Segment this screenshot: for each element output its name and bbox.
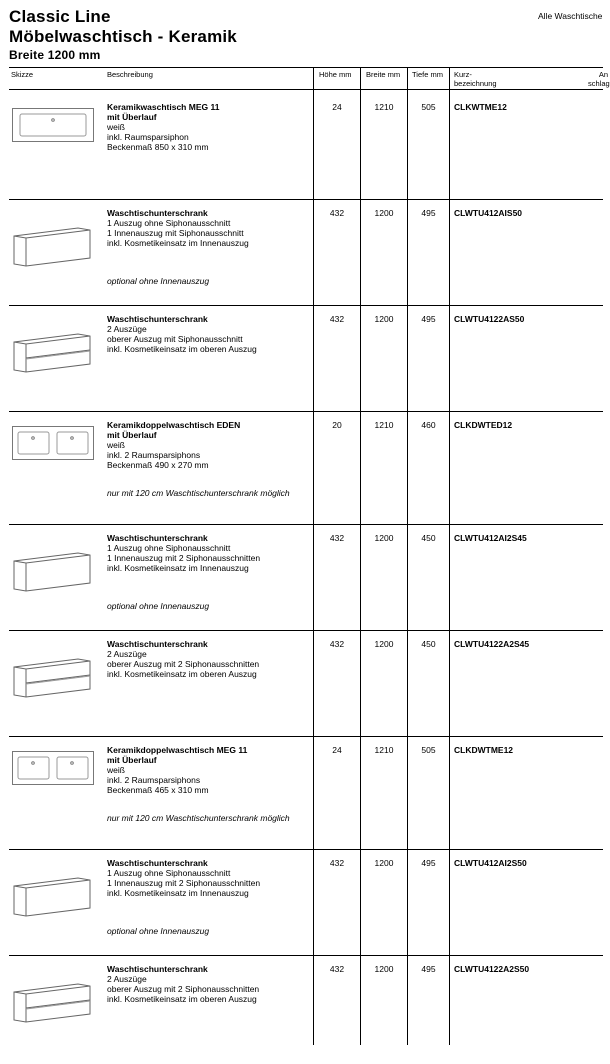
basin-sketch-icon	[12, 426, 94, 465]
cabinet-sketch-icon	[12, 874, 92, 923]
table-row	[0, 96, 603, 202]
description-line: 2 Auszüge	[107, 974, 147, 984]
row-divider	[9, 955, 603, 956]
description	[107, 964, 259, 1004]
description-line: 1 Innenauszug mit 2 Siphonausschnitten	[107, 878, 261, 888]
description-title: Waschtischunterschrank	[107, 208, 208, 218]
cabinet-sketch-icon	[12, 330, 92, 379]
product-code: CLKDWTME12	[454, 745, 514, 755]
basin-sketch-icon	[12, 751, 94, 790]
depth-value: 450	[421, 533, 436, 543]
table-row	[0, 739, 603, 845]
description-title: Waschtischunterschrank	[107, 858, 208, 868]
col-header-anschlag	[588, 70, 608, 88]
description	[107, 639, 259, 679]
depth-value: 505	[421, 745, 436, 755]
product-code: CLKWTME12	[454, 102, 507, 112]
description	[107, 314, 257, 354]
col-header-kurz-line2: bezeichnung	[454, 79, 497, 88]
basin-sketch-icon	[12, 108, 94, 147]
header-bottom-rule	[9, 89, 603, 90]
height-value: 24	[332, 745, 342, 755]
width-value: 1200	[374, 314, 394, 324]
description-note: optional ohne Innenauszug	[107, 926, 210, 936]
width-value: 1200	[374, 964, 394, 974]
table-row	[0, 308, 603, 414]
depth-value: 505	[421, 102, 436, 112]
description-line: 2 Auszüge	[107, 324, 147, 334]
table-row	[0, 852, 603, 958]
col-header-breite: Breite mm	[366, 70, 401, 79]
product-code: CLWTU412AIS50	[454, 208, 523, 218]
description-note: nur mit 120 cm Waschtischunterschrank möglich	[107, 488, 290, 498]
description-title: Waschtischunterschrank	[107, 314, 208, 324]
height-value: 24	[332, 102, 342, 112]
description-line: inkl. Kosmetikeinsatz im Innenauszug	[107, 238, 249, 248]
table-row	[0, 202, 603, 308]
row-divider	[9, 305, 603, 306]
description	[107, 858, 260, 898]
description-title: Keramikdoppelwaschtisch MEG 11	[107, 745, 248, 755]
description	[107, 745, 247, 795]
description-title: Waschtischunterschrank	[107, 964, 208, 974]
description	[107, 102, 219, 152]
width-value: 1200	[374, 858, 394, 868]
description-line: 1 Innenauszug mit 2 Siphonausschnitten	[107, 553, 261, 563]
table-row	[0, 633, 603, 739]
description-line: Beckenmaß 490 x 270 mm	[107, 460, 209, 470]
height-value: 432	[329, 533, 345, 543]
description-title: mit Überlauf	[107, 430, 157, 440]
description-title: Keramikdoppelwaschtisch EDEN	[107, 420, 241, 430]
row-divider	[9, 736, 603, 737]
description-note: optional ohne Innenauszug	[107, 601, 210, 611]
col-header-kurz	[454, 70, 497, 88]
depth-value: 495	[421, 858, 436, 868]
depth-value: 495	[421, 208, 436, 218]
width-value: 1210	[374, 102, 394, 112]
description-line: inkl. 2 Raumsparsiphons	[107, 775, 201, 785]
description-line: 1 Innenauszug mit Siphonausschnitt	[107, 228, 244, 238]
height-value: 432	[329, 208, 345, 218]
page-subtitle: Möbelwaschtisch - Keramik	[9, 27, 237, 46]
description-note: optional ohne Innenauszug	[107, 276, 210, 286]
description-line: weiß	[107, 440, 125, 450]
col-header-hoehe: Höhe mm	[319, 70, 352, 79]
cabinet-sketch-icon	[12, 549, 92, 598]
description-title: Waschtischunterschrank	[107, 639, 208, 649]
row-divider	[9, 199, 603, 200]
table-row	[0, 414, 603, 520]
table-top-rule	[9, 67, 603, 68]
description-line: inkl. Kosmetikeinsatz im Innenauszug	[107, 563, 249, 573]
table-row	[0, 527, 603, 633]
width-heading: Breite 1200 mm	[9, 48, 101, 62]
product-code: CLWTU412AI2S45	[454, 533, 527, 543]
height-value: 432	[329, 964, 345, 974]
cabinet-sketch-icon	[12, 655, 92, 704]
height-value: 432	[329, 314, 345, 324]
height-value: 20	[332, 420, 342, 430]
height-value: 432	[329, 639, 345, 649]
row-divider	[9, 411, 603, 412]
description-line: inkl. Kosmetikeinsatz im oberen Auszug	[107, 994, 257, 1004]
description-line: Beckenmaß 465 x 310 mm	[107, 785, 209, 795]
cabinet-sketch-icon	[12, 224, 92, 273]
description-line: oberer Auszug mit 2 Siphonausschnitten	[107, 659, 260, 669]
width-value: 1200	[374, 639, 394, 649]
description-note: nur mit 120 cm Waschtischunterschrank möglich	[107, 813, 290, 823]
description-line: 2 Auszüge	[107, 649, 147, 659]
depth-value: 495	[421, 314, 436, 324]
description-line: Beckenmaß 850 x 310 mm	[107, 142, 209, 152]
description-title: Waschtischunterschrank	[107, 533, 208, 543]
row-divider	[9, 849, 603, 850]
col-header-tiefe: Tiefe mm	[412, 70, 443, 79]
top-right-note: Alle Waschtische	[538, 11, 603, 21]
width-value: 1200	[374, 208, 394, 218]
product-code: CLWTU4122A2S50	[454, 964, 530, 974]
col-header-beschreibung: Beschreibung	[107, 70, 153, 79]
product-code: CLWTU4122AS50	[454, 314, 525, 324]
width-value: 1210	[374, 745, 394, 755]
depth-value: 450	[421, 639, 436, 649]
description-line: inkl. 2 Raumsparsiphons	[107, 450, 201, 460]
description-line: oberer Auszug mit 2 Siphonausschnitten	[107, 984, 260, 994]
product-code: CLWTU4122A2S45	[454, 639, 530, 649]
row-divider	[9, 524, 603, 525]
description-line: 1 Auszug ohne Siphonausschnitt	[107, 218, 231, 228]
description-line: 1 Auszug ohne Siphonausschnitt	[107, 543, 231, 553]
description	[107, 420, 240, 470]
col-header-anschlag-line1: An	[598, 70, 608, 79]
description-line: oberer Auszug mit Siphonausschnitt	[107, 334, 243, 344]
description-line: inkl. Kosmetikeinsatz im Innenauszug	[107, 888, 249, 898]
col-header-kurz-line1: Kurz-	[454, 70, 472, 79]
page-title: Classic Line	[9, 7, 111, 26]
cabinet-sketch-icon	[12, 980, 92, 1029]
depth-value: 460	[421, 420, 436, 430]
description-line: inkl. Kosmetikeinsatz im oberen Auszug	[107, 669, 257, 679]
product-code: CLWTU412AI2S50	[454, 858, 527, 868]
description-line: weiß	[107, 765, 125, 775]
description-title: Keramikwaschtisch MEG 11	[107, 102, 220, 112]
col-header-skizze: Skizze	[11, 70, 34, 79]
description-title: mit Überlauf	[107, 755, 157, 765]
height-value: 432	[329, 858, 345, 868]
product-code: CLKDWTED12	[454, 420, 513, 430]
description	[107, 208, 249, 248]
table-row	[0, 958, 603, 1064]
width-value: 1200	[374, 533, 394, 543]
col-header-anschlag-line2: schlag	[588, 79, 610, 88]
description-line: inkl. Raumsparsiphon	[107, 132, 189, 142]
description-line: 1 Auszug ohne Siphonausschnitt	[107, 868, 231, 878]
description-title: mit Überlauf	[107, 112, 157, 122]
width-value: 1210	[374, 420, 394, 430]
description	[107, 533, 260, 573]
description-line: inkl. Kosmetikeinsatz im oberen Auszug	[107, 344, 257, 354]
description-line: weiß	[107, 122, 125, 132]
depth-value: 495	[421, 964, 436, 974]
row-divider	[9, 630, 603, 631]
